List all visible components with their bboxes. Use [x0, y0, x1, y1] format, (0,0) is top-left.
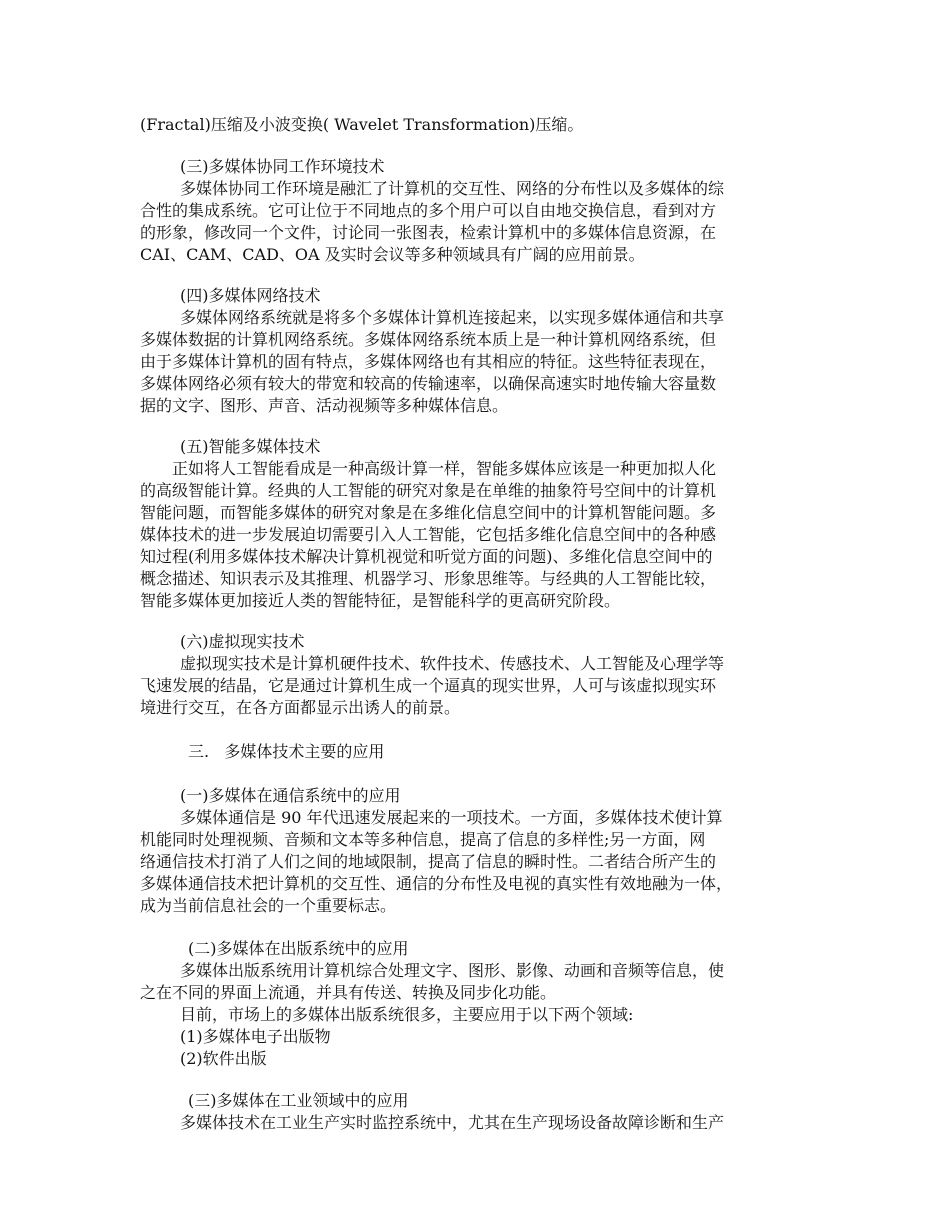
list-item: (2)软件出版: [180, 1049, 267, 1068]
text-line: 据的文字、图形、声音、活动视频等多种媒体信息。: [140, 396, 509, 415]
text-line: 多媒体技术在工业生产实时监控系统中，尤其在生产现场设备故障诊断和生产: [180, 1113, 725, 1132]
text-line: (Fractal)压缩及小波变换( Wavelet Transformation)压缩。: [140, 115, 584, 134]
text-line: 之在不同的界面上流通，并具有传送、转换及同步化功能。: [140, 983, 557, 1002]
section-heading: (三)多媒体协同工作环境技术: [180, 157, 385, 176]
text-line: 多媒体通信技术把计算机的交互性、通信的分布性及电视的真实性有效地融为一体，: [140, 874, 733, 893]
text-line: 正如将人工智能看成是一种高级计算一样，智能多媒体应该是一种更加拟人化: [172, 459, 717, 478]
text-line: 多媒体协同工作环境是融汇了计算机的交互性、网络的分布性以及多媒体的综: [180, 179, 725, 198]
text-line: 多媒体出版系统用计算机综合处理文字、图形、影像、动画和音频等信息，使: [180, 961, 725, 980]
list-item: (1)多媒体电子出版物: [180, 1027, 331, 1046]
section-heading: (四)多媒体网络技术: [180, 286, 321, 305]
text-line: 概念描述、知识表示及其推理、机器学习、形象思维等。与经典的人工智能比较，: [140, 569, 717, 588]
text-line: 媒体技术的进一步发展迫切需要引入人工智能，它包括多维化信息空间中的各种感: [140, 525, 717, 544]
text-line: 由于多媒体计算机的固有特点，多媒体网络也有其相应的特征。这些特征表现在，: [140, 352, 717, 371]
text-line: 目前，市场上的多媒体出版系统很多，主要应用于以下两个领域:: [180, 1005, 634, 1024]
section-heading: (三)多媒体在工业领域中的应用: [188, 1091, 409, 1110]
section-heading: (五)智能多媒体技术: [180, 437, 321, 456]
section-heading: (二)多媒体在出版系统中的应用: [188, 939, 409, 958]
text-line: 成为当前信息社会的一个重要标志。: [140, 896, 397, 915]
text-line: 多媒体网络系统就是将多个多媒体计算机连接起来，以实现多媒体通信和共享: [180, 308, 725, 327]
text-line: 知过程(利用多媒体技术解决计算机视觉和听觉方面的问题)、多维化信息空间中的: [140, 547, 713, 566]
text-line: 络通信技术打消了人们之间的地域限制，提高了信息的瞬时性。二者结合所产生的: [140, 852, 717, 871]
text-line: 合性的集成系统。它可让位于不同地点的多个用户可以自由地交换信息，看到对方: [140, 201, 717, 220]
text-line: 智能问题，而智能多媒体的研究对象是在多维化信息空间中的计算机智能问题。多: [140, 503, 717, 522]
section-heading: (六)虚拟现实技术: [180, 632, 305, 651]
text-line: 多媒体数据的计算机网络系统。多媒体网络系统本质上是一种计算机网络系统，但: [140, 330, 717, 349]
text-line: 的高级智能计算。经典的人工智能的研究对象是在单维的抽象符号空间中的计算机: [140, 481, 717, 500]
text-line: 飞速发展的结晶，它是通过计算机生成一个逼真的现实世界，人可与该虚拟现实环: [140, 676, 717, 695]
chapter-heading: 三. 多媒体技术主要的应用: [188, 742, 385, 761]
text-line: 虚拟现实技术是计算机硬件技术、软件技术、传感技术、人工智能及心理学等: [180, 654, 725, 673]
text-line: CAI、CAM、CAD、OA 及实时会议等多种领域具有广阔的应用前景。: [140, 245, 645, 264]
section-heading: (一)多媒体在通信系统中的应用: [180, 786, 401, 805]
text-line: 多媒体通信是 90 年代迅速发展起来的一项技术。一方面，多媒体技术使计算: [180, 808, 723, 827]
text-line: 机能同时处理视频、音频和文本等多种信息，提高了信息的多样性;另一方面，网: [140, 830, 706, 849]
text-line: 多媒体网络必须有较大的带宽和较高的传输速率，以确保高速实时地传输大容量数: [140, 374, 717, 393]
text-line: 境进行交互，在各方面都显示出诱人的前景。: [140, 698, 461, 717]
text-line: 的形象，修改同一个文件，讨论同一张图表，检索计算机中的多媒体信息资源，在: [140, 223, 717, 242]
text-line: 智能多媒体更加接近人类的智能特征，是智能科学的更高研究阶段。: [140, 591, 621, 610]
